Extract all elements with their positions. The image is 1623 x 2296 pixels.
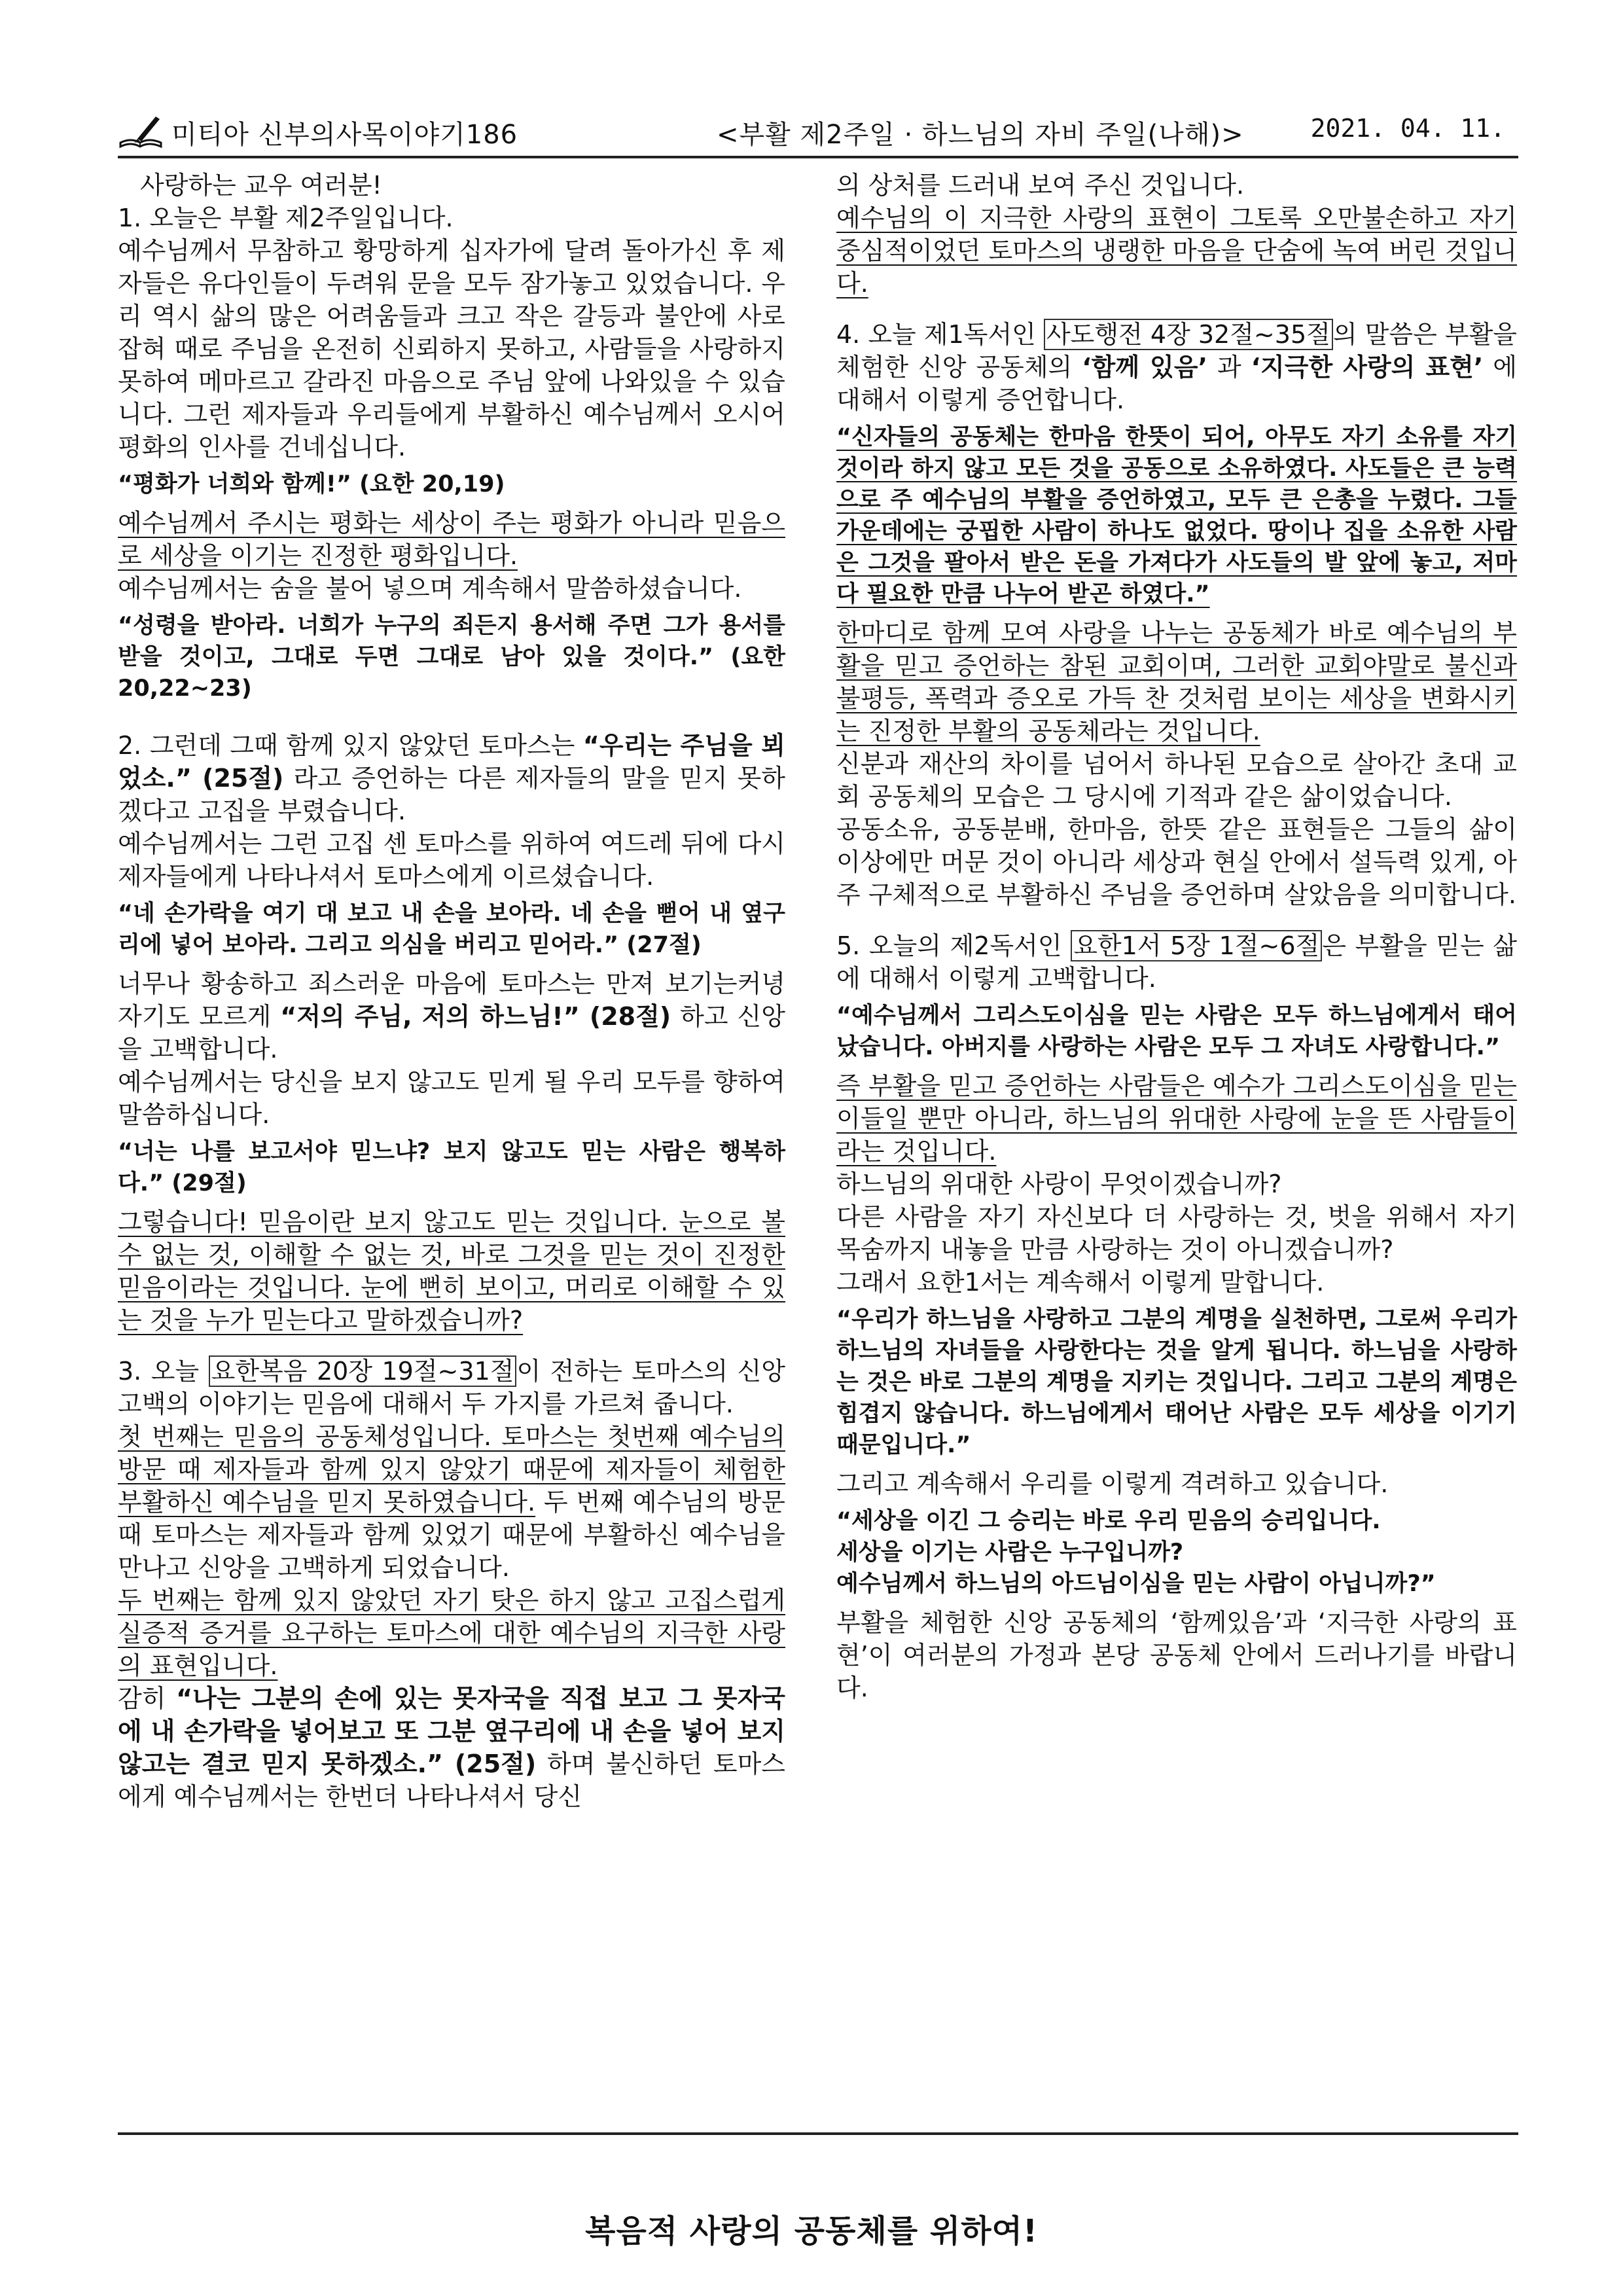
paragraph: 그래서 요한1서는 계속해서 이렇게 말합니다. [836, 1268, 1325, 1297]
series-title: 미티아 신부의사목이야기186 [171, 120, 518, 150]
scripture-quote: “신자들의 공동체는 한마음 한뜻이 되어, 아무도 자기 소유를 자기 것이라 하지 않고 모든 것을 공동으로 소유하였다. 사도들은 큰 능력으로 주 예수님의 부활을 증언하였고, 모두 큰 은총을 누렸다. 그들 가운데에는 궁핍한 사람이 하나도 없었다. 땅이나 집을 소유한 사람은 그것을 팔아서 받은 돈을 가져다가 사도들의 발 앞에 놓고, 저마다 필요한 만큼 나누어 받곤 하였다.” [836, 424, 1517, 607]
section-1-heading: 1. 오늘은 부활 제2주일입니다. [118, 204, 454, 232]
scripture-quote: “네 손가락을 여기 대 보고 내 손을 보아라. 네 손을 뻗어 내 옆구리에 넣어 보아라. 그리고 의심을 버리고 믿어라.” (27절) [118, 901, 785, 958]
scripture-quote: “예수님께서 그리스도이심을 믿는 사람은 모두 하느님에게서 태어났습니다. 아버지를 사랑하는 사람은 모두 그 자녀도 사랑합니다.” [836, 1003, 1517, 1060]
header-rule [118, 156, 1518, 158]
paragraph: 예수님께서 무참하고 황망하게 십자가에 달려 돌아가신 후 제자들은 유다인들이 두려워 문을 모두 잠가놓고 있었습니다. 우리 역시 삶의 많은 어려움들과 크고 작은 갈등과 불안에 사로잡혀 때로 주님을 온전히 신뢰하지 못하고, 사람들을 사랑하지 못하여 메마르고 갈라진 마음으로 주님 앞에 나와있을 수 있습니다. 그런 제자들과 우리들에게 부활하신 예수님께서 오시어 평화의 인사를 건네십니다. [118, 236, 785, 461]
scripture-quote: 세상을 이기는 사람은 누구입니까? [836, 1539, 1184, 1566]
paragraph: 예수님께서는 그런 고집 센 토마스를 위하여 여드레 뒤에 다시 제자들에게 나타나셔서 토마스에게 이르셨습니다. [118, 829, 785, 891]
page-header [118, 105, 1518, 157]
scripture-quote: “평화가 너희와 함께!” (요한 20,19) [118, 471, 505, 497]
paragraph: 예수님께서는 숨을 불어 넣으며 계속해서 말씀하셨습니다. [118, 574, 742, 603]
bible-reference-box: 사도행전 4장 32절~35절 [1044, 319, 1333, 350]
paragraph: 첫 번째는 믿음의 공동체성입니다. 토마스는 첫번째 예수님의 방문 때 제자들과 함께 있지 않았기 때문에 제자들이 체험한 부활하신 예수님을 믿지 못하였습니다. 두 번째 예수님의 방문때 토마스는 제자들과 함께 있었기 때문에 부활하신 예수님을 만나고 신앙을 고백하게 되었습니다. [118, 1422, 785, 1582]
underlined-paragraph: 그렇습니다! 믿음이란 보지 않고도 믿는 것입니다. 눈으로 볼 수 없는 것, 이해할 수 없는 것, 바로 그것을 믿는 것이 진정한 믿음이라는 것입니다. 눈에 뻔히 보이고, 머리로 이해할 수 있는 것을 누가 믿는다고 말하겠습니까? [118, 1208, 785, 1335]
underlined-paragraph: 예수님께서 주시는 평화는 세상이 주는 평화가 아니라 믿음으로 세상을 이기는 진정한 평화입니다. [118, 509, 785, 570]
scripture-quote: “너는 나를 보고서야 믿느냐? 보지 않고도 믿는 사람은 행복하다.” (29절) [118, 1139, 785, 1196]
section-5: 5. 오늘의 제2독서인 요한1서 5장 1절~6절 은 부활을 믿는 삶에 대해서 이렇게 고백합니다. [836, 931, 1517, 993]
scripture-quote: 예수님께서 하느님의 아드님이심을 믿는 사람이 아닙니까?” [836, 1571, 1436, 1597]
spacer [118, 711, 785, 729]
underlined-paragraph: 두 번째는 함께 있지 않았던 자기 탓은 하지 않고 고집스럽게 실증적 증거를 요구하는 토마스에 대한 예수님의 지극한 사랑의 표현입니다. [118, 1586, 785, 1680]
underlined-paragraph: 예수님의 이 지극한 사랑의 표현이 그토록 오만불손하고 자기 중심적이었던 토마스의 냉랭한 마음을 단숨에 녹여 버린 것입니다. [836, 204, 1517, 298]
spacer [836, 911, 1517, 929]
greeting: 사랑하는 교우 여러분! [140, 171, 382, 200]
paragraph: 신분과 재산의 차이를 넘어서 하나된 모습으로 살아간 초대 교회 공동체의 모습은 그 당시에 기적과 같은 삶이었습니다. [836, 749, 1517, 811]
underlined-paragraph: 즉 부활을 믿고 증언하는 사람들은 예수가 그리스도이심을 믿는 이들일 뿐만 아니라, 하느님의 위대한 사랑에 눈을 뜬 사람들이라는 것입니다. [836, 1071, 1517, 1166]
section-4: 4. 오늘 제1독서인 사도행전 4장 32절~35절 의 말씀은 부활을 체험한 신앙 공동체의 ‘함께 있음’ 과 ‘지극한 사랑의 표현’ 에 대해서 이렇게 증언합니다. [836, 320, 1517, 414]
bible-reference-box: 요한1서 5장 1절~6절 [1071, 930, 1322, 961]
ink-pen-book-icon [118, 113, 164, 149]
quote-inline: “우리는 주님을 뵈었소.” (25절) [118, 731, 786, 793]
paragraph: 너무나 황송하고 죄스러운 마음에 토마스는 만져 보기는커녕 자기도 모르게 “저의 주님, 저의 하느님!” (28절) 하고 신앙을 고백합니다. [118, 969, 785, 1064]
closing-paragraph: 부활을 체험한 신앙 공동체의 ‘함께있음’과 ‘지극한 사랑의 표현’이 여러분의 가정과 본당 공동체 안에서 드러나기를 바랍니다. [836, 1608, 1517, 1702]
quote-inline: “저의 주님, 저의 하느님!” (28절) [280, 1002, 671, 1031]
paragraph: 감히 “나는 그분의 손에 있는 못자국을 직접 보고 그 못자국에 내 손가락을 넣어보고 또 그분 옆구리에 내 손을 넣어 보지 않고는 결코 믿지 못하겠소.” (25절) 하며 불신하던 토마스에게 예수님께서는 한번더 나타나셔서 당신 [118, 1684, 786, 1811]
scripture-quote: “우리가 하느님을 사랑하고 그분의 계명을 실천하면, 그로써 우리가 하느님의 자녀들을 사랑한다는 것을 알게 됩니다. 하느님을 사랑하는 것은 바로 그분의 계명을 지키는 것입니다. 그리고 그분의 계명은 힘겹지 않습니다. 하느님에게서 태어난 사람은 모두 세상을 이기기 때문입니다.” [836, 1306, 1517, 1458]
right-column [836, 169, 1517, 1704]
sunday-title: <부활 제2주일 · 하느님의 자비 주일(나해)> [717, 120, 1244, 150]
paragraph: 공동소유, 공동분배, 한마음, 한뜻 같은 표현들은 그들의 삶이 이상에만 머문 것이 아니라 세상과 현실 안에서 설득력 있게, 아주 구체적으로 부활하신 주님을 증언하며 살았음을 의미합니다. [836, 815, 1517, 909]
scripture-quote: “세상을 이긴 그 승리는 바로 우리 믿음의 승리입니다. [836, 1508, 1381, 1534]
paragraph: 다른 사람을 자기 자신보다 더 사랑하는 것, 벗을 위해서 자기 목숨까지 내놓을 만큼 사랑하는 것이 아니겠습니까? [836, 1202, 1517, 1264]
paragraph: 의 상처를 드러내 보여 주신 것입니다. [836, 171, 1245, 200]
paragraph: 예수님께서는 당신을 보지 않고도 믿게 될 우리 모두를 향하여 말씀하십니다. [118, 1067, 785, 1129]
bible-reference-box: 요한복음 20장 19절~31절 [209, 1355, 517, 1387]
paragraph: 그리고 계속해서 우리를 이렇게 격려하고 있습니다. [836, 1469, 1389, 1498]
paragraph: 하느님의 위대한 사랑이 무엇이겠습니까? [836, 1170, 1282, 1198]
issue-date: 2021. 04. 11. [1310, 114, 1505, 143]
section-2: 2. 그런데 그때 함께 있지 않았던 토마스는 “우리는 주님을 뵈었소.” (25절) 라고 증언하는 다른 제자들의 말을 믿지 못하겠다고 고집을 부렸습니다. [118, 731, 786, 825]
footer-rule [118, 2132, 1518, 2135]
spacer [118, 1336, 785, 1355]
left-column [118, 169, 785, 1813]
quote-inline: “나는 그분의 손에 있는 못자국을 직접 보고 그 못자국에 내 손가락을 넣어보고 또 그분 옆구리에 내 손을 넣어 보지 않고는 결코 믿지 못하겠소.” (25절) [118, 1684, 786, 1778]
footer-motto: 복음적 사랑의 공동체를 위하여! [585, 2213, 1038, 2250]
section-3: 3. 오늘 요한복음 20장 19절~31절 이 전하는 토마스의 신앙고백의 이야기는 믿음에 대해서 두 가지를 가르쳐 줍니다. [118, 1357, 785, 1418]
scripture-quote: “성령을 받아라. 너희가 누구의 죄든지 용서해 주면 그가 용서를 받을 것이고, 그대로 두면 그대로 남아 있을 것이다.” (요한 20,22~23) [118, 613, 785, 702]
spacer [836, 300, 1517, 318]
underlined-paragraph: 한마디로 함께 모여 사랑을 나누는 공동체가 바로 예수님의 부활을 믿고 증언하는 참된 교회이며, 그러한 교회야말로 불신과 불평등, 폭력과 증오로 가득 찬 것처럼 보이는 세상을 변화시키는 진정한 부활의 공동체라는 것입니다. [836, 619, 1517, 745]
